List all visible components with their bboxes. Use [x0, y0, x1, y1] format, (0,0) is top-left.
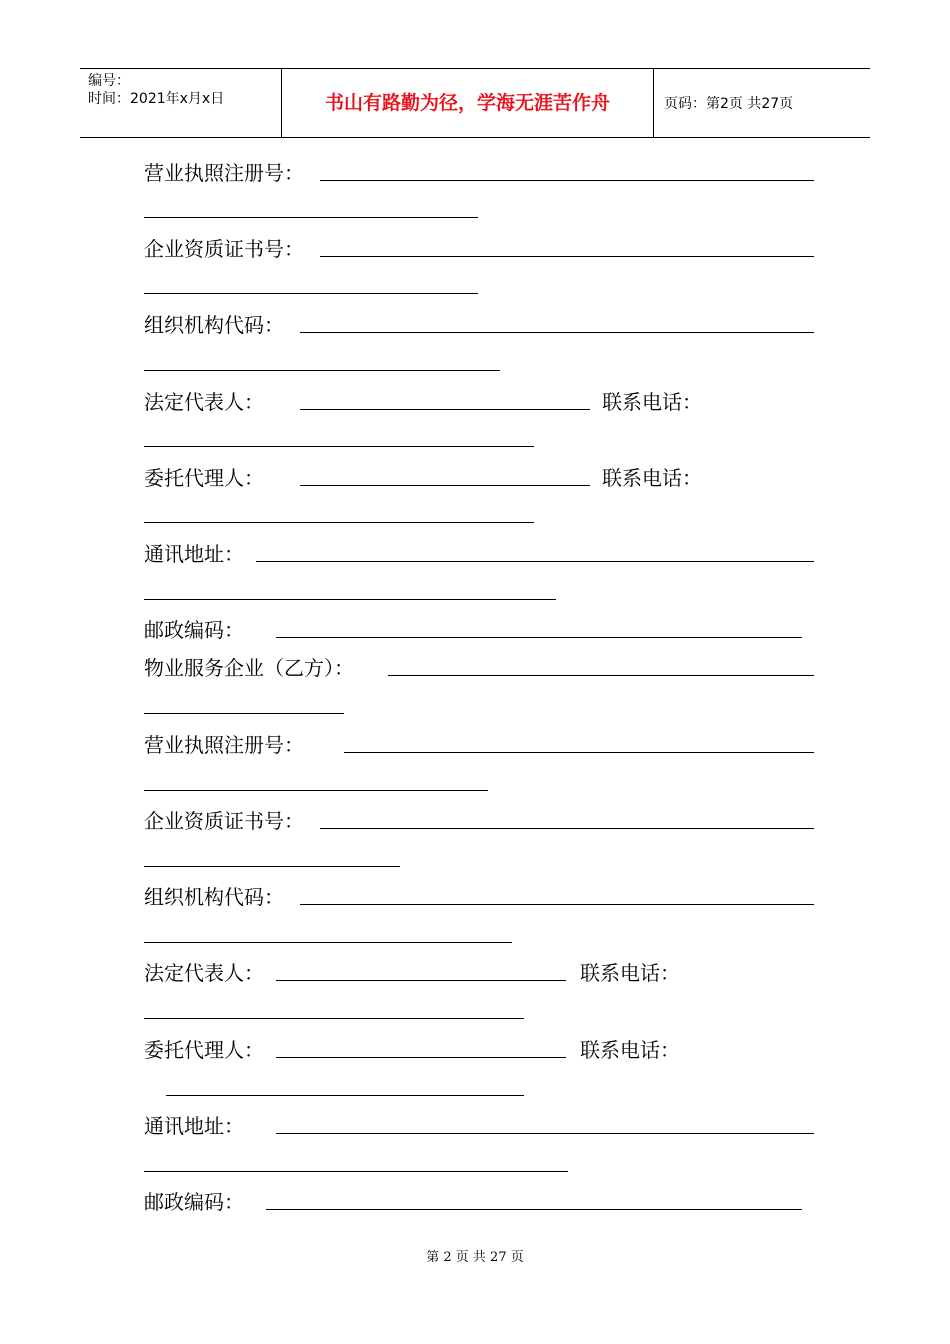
- qualification-number-field-continued[interactable]: [144, 866, 400, 867]
- phone-label: 联系电话：: [602, 390, 702, 414]
- document-date-label: 时间：2021年x月x日: [88, 91, 225, 107]
- address-label: 通讯地址：: [144, 542, 244, 566]
- address-field-continued[interactable]: [144, 1171, 568, 1172]
- postal-code-field[interactable]: [276, 637, 802, 638]
- license-number-field-continued[interactable]: [144, 790, 488, 791]
- agent-label: 委托代理人：: [144, 466, 264, 490]
- legal-rep-label: 法定代表人：: [144, 961, 264, 985]
- header-divider: [653, 69, 654, 137]
- org-code-field[interactable]: [300, 332, 814, 333]
- page-header: [80, 68, 870, 138]
- license-number-field[interactable]: [344, 752, 814, 753]
- address-field-continued[interactable]: [144, 599, 556, 600]
- license-number-field[interactable]: [320, 180, 814, 181]
- party-b-name-field-continued[interactable]: [144, 713, 344, 714]
- party-b-title-label: 物业服务企业（乙方）：: [144, 656, 354, 680]
- agent-field[interactable]: [276, 1057, 566, 1058]
- qualification-number-label: 企业资质证书号：: [144, 809, 304, 833]
- qualification-number-field-continued[interactable]: [144, 293, 478, 294]
- legal-rep-field[interactable]: [300, 409, 590, 410]
- postal-code-label: 邮政编码：: [144, 618, 244, 642]
- address-field[interactable]: [276, 1133, 814, 1134]
- legal-rep-field[interactable]: [276, 980, 566, 981]
- agent-label: 委托代理人：: [144, 1038, 264, 1062]
- phone-field[interactable]: [166, 1095, 524, 1096]
- header-page-info: 页码：第2页 共27页: [664, 96, 794, 112]
- qualification-number-label: 企业资质证书号：: [144, 237, 304, 261]
- org-code-field-continued[interactable]: [144, 942, 512, 943]
- address-field[interactable]: [256, 561, 814, 562]
- qualification-number-field[interactable]: [320, 256, 814, 257]
- header-motto: 书山有路勤为径，学海无涯苦作舟: [324, 92, 610, 114]
- org-code-field[interactable]: [300, 904, 814, 905]
- org-code-field-continued[interactable]: [144, 370, 500, 371]
- phone-field[interactable]: [144, 446, 534, 447]
- phone-label: 联系电话：: [602, 466, 702, 490]
- phone-label: 联系电话：: [580, 961, 680, 985]
- phone-field[interactable]: [144, 522, 534, 523]
- license-number-label: 营业执照注册号：: [144, 733, 304, 757]
- header-meta: [88, 72, 224, 108]
- license-number-field-continued[interactable]: [144, 217, 478, 218]
- postal-code-label: 邮政编码：: [144, 1190, 244, 1214]
- legal-rep-label: 法定代表人：: [144, 390, 264, 414]
- document-number-label: 编号：: [88, 73, 130, 89]
- agent-field[interactable]: [300, 485, 590, 486]
- phone-field[interactable]: [144, 1018, 524, 1019]
- qualification-number-field[interactable]: [320, 828, 814, 829]
- address-label: 通讯地址：: [144, 1114, 244, 1138]
- org-code-label: 组织机构代码：: [144, 313, 284, 337]
- page-footer: 第 2 页 共 27 页: [426, 1250, 524, 1265]
- phone-label: 联系电话：: [580, 1038, 680, 1062]
- org-code-label: 组织机构代码：: [144, 885, 284, 909]
- postal-code-field[interactable]: [266, 1209, 802, 1210]
- license-number-label: 营业执照注册号：: [144, 161, 304, 185]
- party-b-name-field[interactable]: [388, 675, 814, 676]
